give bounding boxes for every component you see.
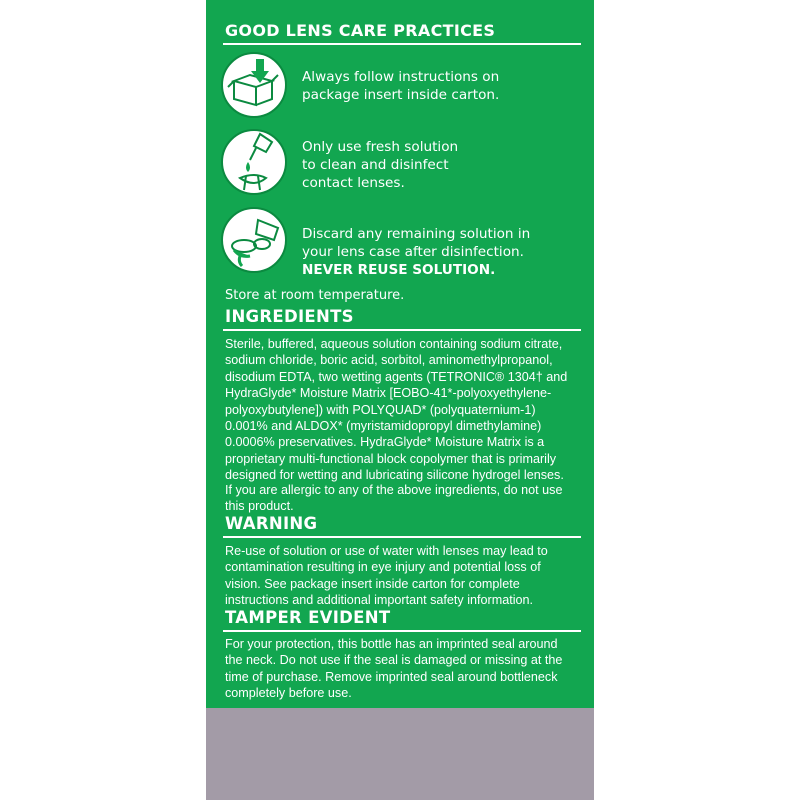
tamper-text: For your protection, this bottle has an imprinted seal around the neck. Do not use if the seal is damaged or missing at the time of purchase. Remove imprinted seal around bottleneck completely before use. [225, 637, 563, 701]
carton-arrow-icon [220, 51, 288, 119]
divider [223, 630, 581, 632]
warning-heading: WARNING [225, 514, 318, 533]
tamper-heading: TAMPER EVIDENT [225, 608, 391, 627]
ingredients-heading: INGREDIENTS [225, 307, 354, 326]
bottle-dropper-icon [220, 128, 288, 196]
lens-case-discard-icon [220, 206, 288, 274]
good-practices-heading: GOOD LENS CARE PRACTICES [225, 21, 496, 40]
divider [223, 536, 581, 538]
never-reuse-emphasis: NEVER REUSE SOLUTION. [302, 262, 496, 278]
warning-text: Re-use of solution or use of water with lenses may lead to contamination resulting in eye injury and potential loss of vision. See package insert inside carton for complete instructions and additional important safety information. [225, 544, 548, 608]
divider [223, 329, 581, 331]
divider [223, 43, 581, 45]
allergy-note: If you are allergic to any of the above ingredients, do not use this product. [225, 483, 563, 514]
storage-note: Store at room temperature. [225, 288, 405, 303]
gray-base-band [206, 708, 594, 800]
practice-text: Only use fresh solution to clean and disinfect contact lenses. [302, 139, 459, 191]
practice-text: Always follow instructions on package insert inside carton. [302, 69, 500, 103]
label-panel [206, 0, 594, 708]
ingredients-text: Sterile, buffered, aqueous solution containing sodium citrate, sodium chloride, boric acid, sorbitol, aminomethylpropanol, disodium EDTA, two wetting agents (TETRONIC® 1304† and HydraGlyde* Moisture Matrix [EOBO-41*-polyoxyethylene- polyoxybutylene]) with POLYQUAD* (polyquaternium-1) 0.001% and ALDOX* (myristamidopropyl dimethylamine) 0.0006% preservatives. HydraGlyde* Moisture Matrix is a proprietary multi-functional block copolymer that is primarily designed for wetting and lubricating silicone hydrogel lenses. [225, 337, 568, 483]
practice-text: Discard any remaining solution in your lens case after disinfection. NEVER REUSE SOLUTION. [302, 225, 572, 279]
